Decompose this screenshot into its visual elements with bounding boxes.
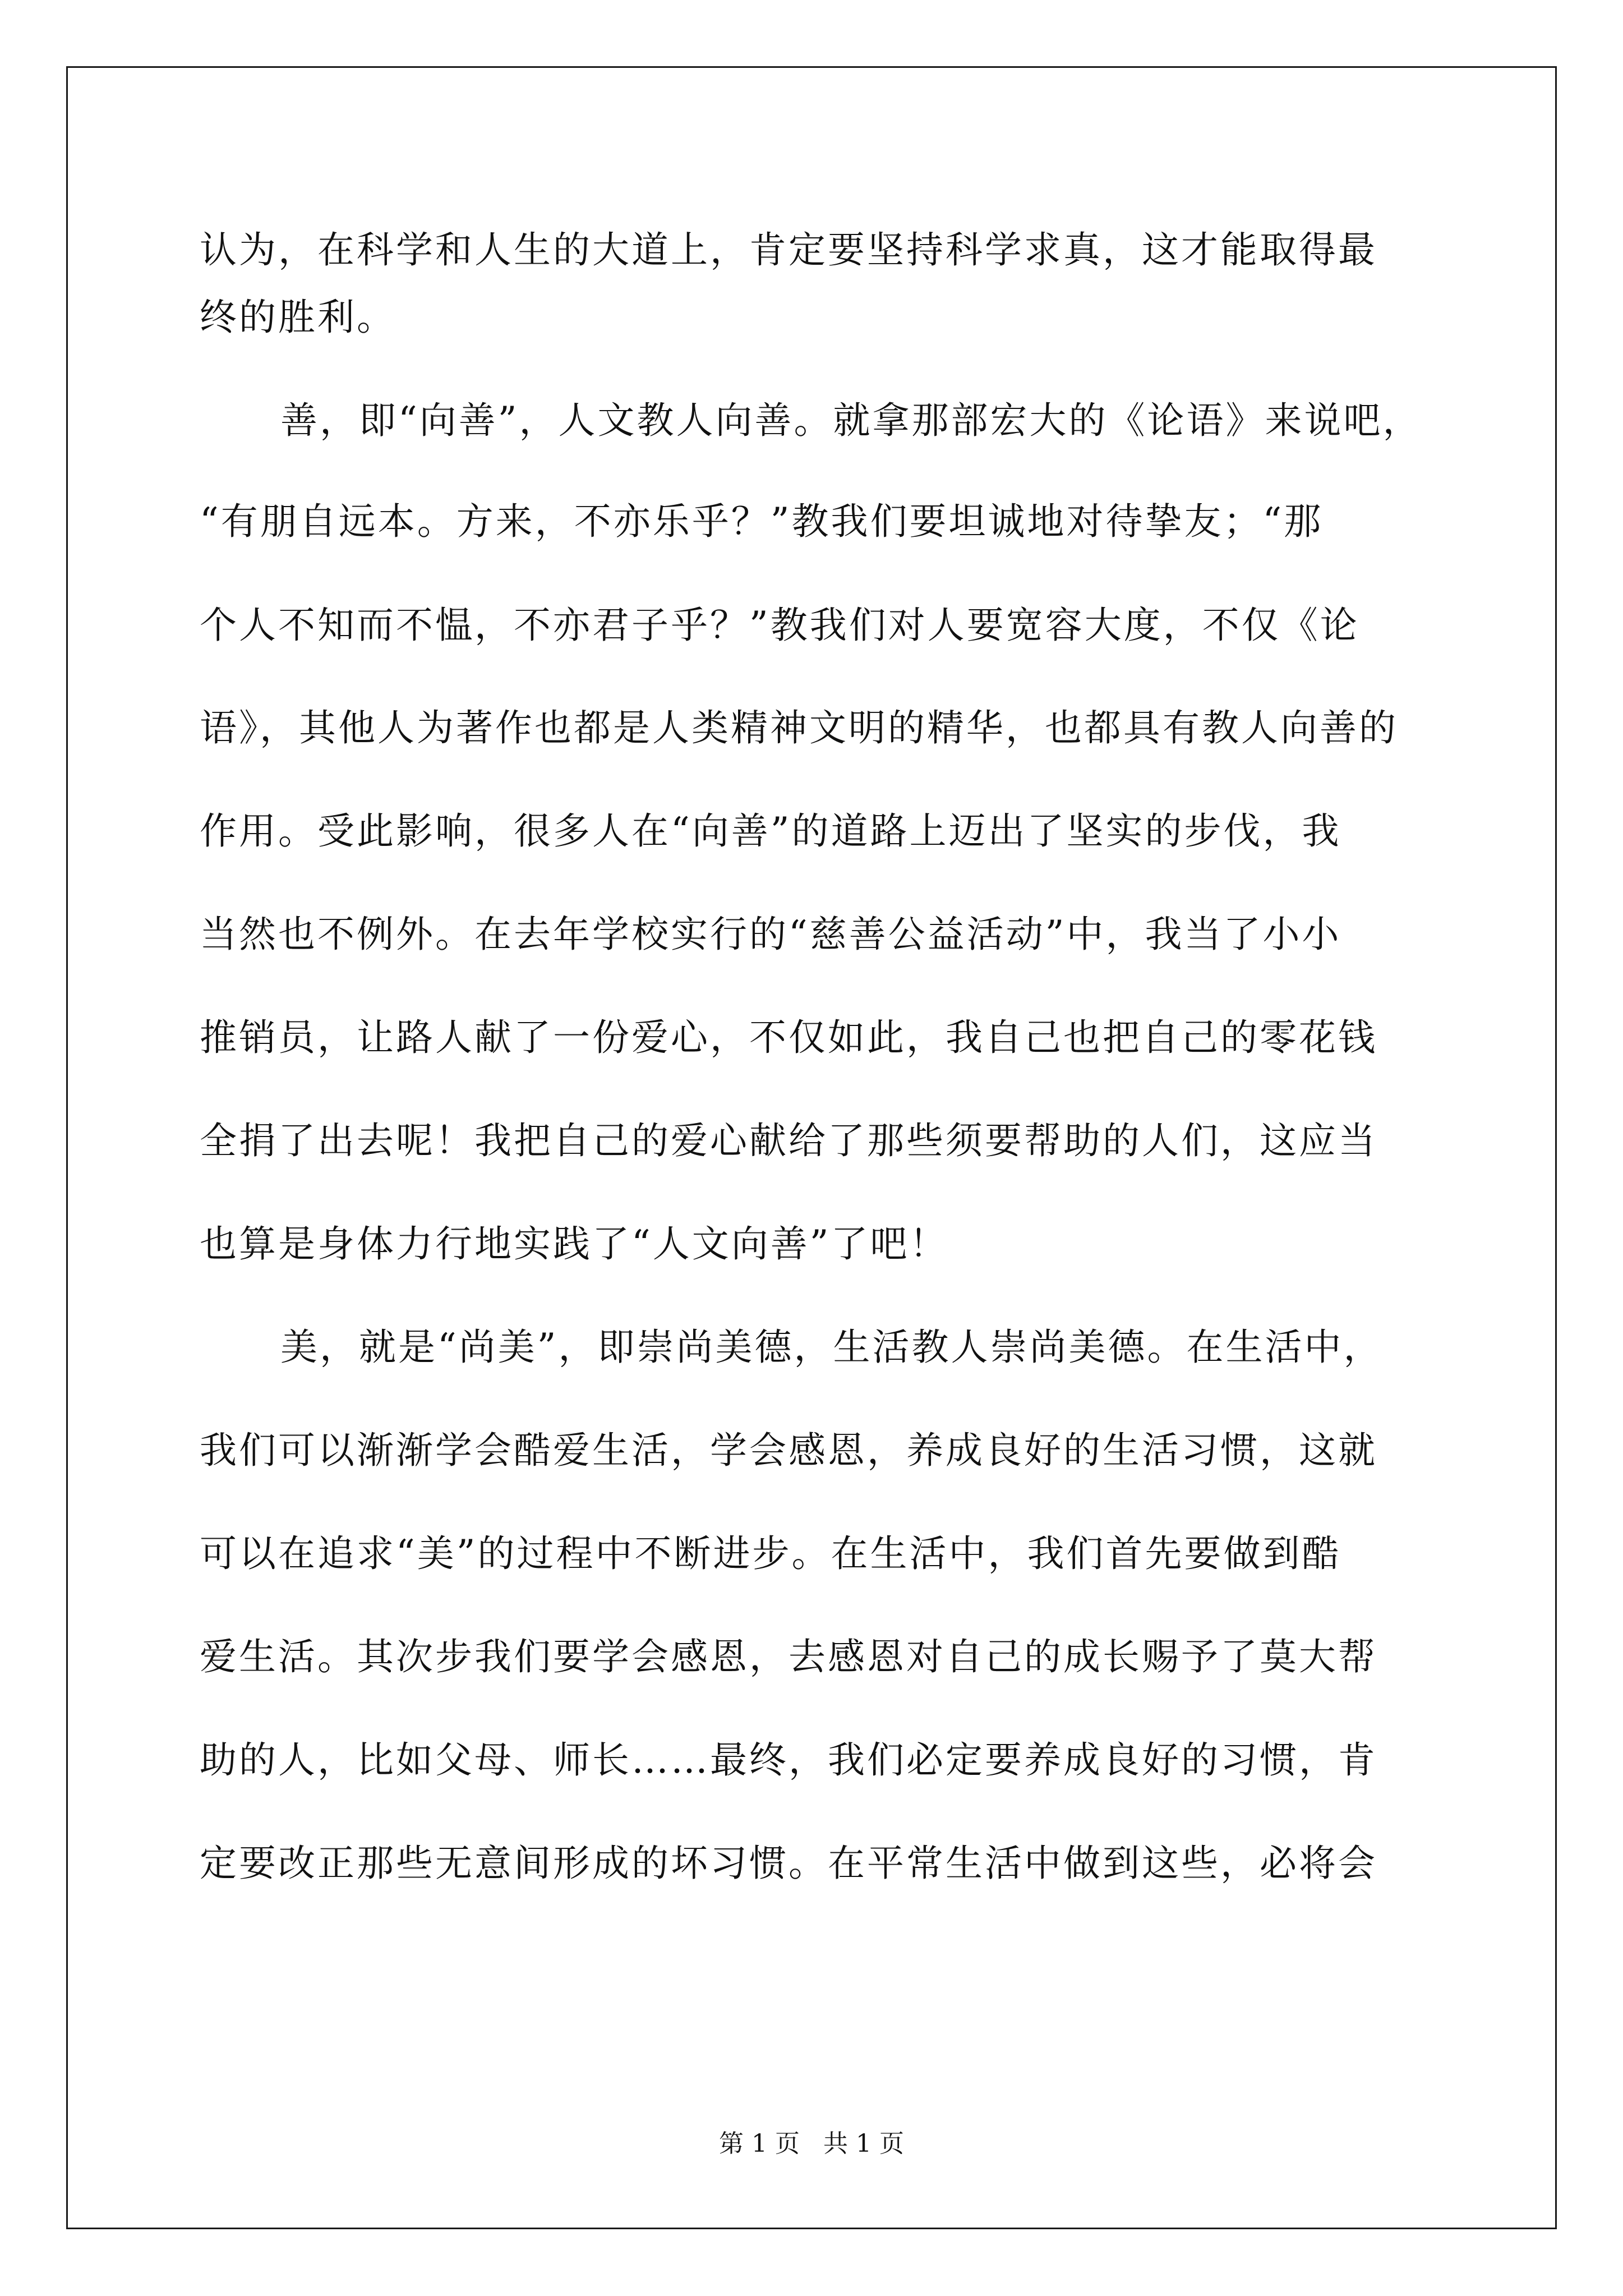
text-line: 语》，其他人为著作也都是人类精神文明的精华，也都具有教人向善的 (200, 706, 1398, 749)
text-line: 个人不知而不愠，不亦君子乎？”教我们对人要宽容大度，不仅《论 (200, 604, 1359, 647)
text-line: 全捐了出去呢！我把自己的爱心献给了那些须要帮助的人们，这应当 (200, 1119, 1377, 1162)
text-line: 终的胜利。 (200, 296, 396, 339)
text-line: 可以在追求“美”的过程中不断进步。在生活中，我们首先要做到酷 (200, 1532, 1341, 1575)
text-line: 作用。受此影响，很多人在“向善”的道路上迈出了坚实的步伐，我 (200, 809, 1341, 853)
text-line: 当然也不例外。在去年学校实行的“慈善公益活动”中，我当了小小 (200, 913, 1341, 956)
text-line: 爱生活。其次步我们要学会感恩，去感恩对自己的成长赐予了莫大帮 (200, 1635, 1377, 1678)
text-line: 认为，在科学和人生的大道上，肯定要坚持科学求真，这才能取得最 (200, 228, 1377, 272)
text-line: 定要改正那些无意间形成的坏习惯。在平常生活中做到这些，必将会 (200, 1842, 1377, 1885)
text-line: 也算是身体力行地实践了“人文向善”了吧！ (200, 1222, 949, 1266)
page-number-footer: 第 1 页 共 1 页 (719, 2129, 904, 2158)
text-line: 推销员，让路人献了一份爱心，不仅如此，我自己也把自己的零花钱 (200, 1016, 1377, 1059)
paragraph-start-line: 美，就是“尚美”，即崇尚美德，生活教人崇尚美德。在生活中， (280, 1326, 1383, 1369)
text-line: 助的人，比如父母、师长……最终，我们必定要养成良好的习惯，肯 (200, 1738, 1377, 1782)
paragraph-start-line: 善，即“向善”，人文教人向善。就拿那部宏大的《论语》来说吧， (280, 399, 1422, 442)
text-line: “有朋自远本。方来，不亦乐乎？”教我们要坦诚地对待挚友；“那 (200, 500, 1324, 543)
text-line: 我们可以渐渐学会酷爱生活，学会感恩，养成良好的生活习惯，这就 (200, 1429, 1377, 1472)
